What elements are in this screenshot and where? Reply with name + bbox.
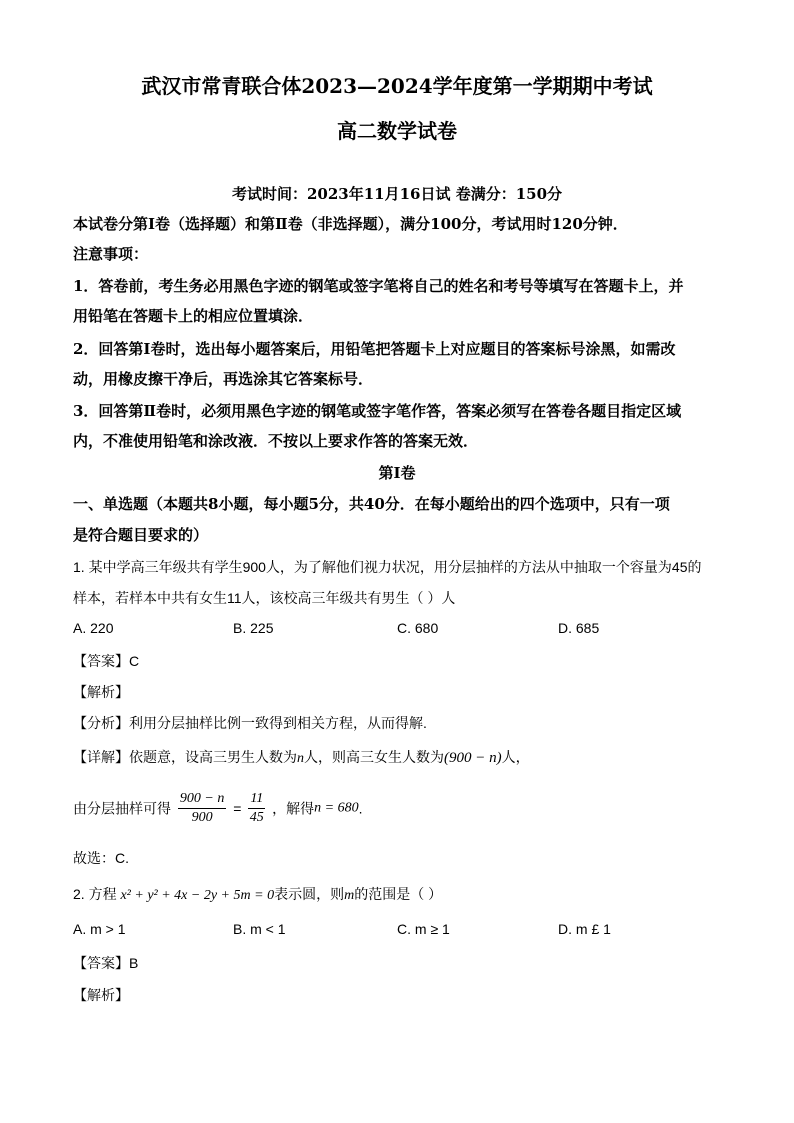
q2-option-b: B. m < 1 (233, 921, 286, 937)
q2-option-c: C. m ≥ 1 (397, 921, 450, 937)
note-3-line-2: 内，不准使用铅笔和涂改液．不按以上要求作答的答案无效． (73, 432, 479, 450)
part-label: 第Ⅰ卷 (378, 464, 416, 482)
q1-analysis: 【分析】利用分层抽样比例一致得到相关方程，从而得解. (73, 715, 427, 731)
q1-choose: 故选：C. (73, 850, 129, 866)
q1-answer: 【答案】C (73, 653, 140, 669)
q1-fraction-2-num: 11 (248, 790, 265, 809)
q2-stem-text-a: 2. 方程 (73, 886, 117, 902)
q2-var: m (344, 888, 355, 903)
exam-intro: 本试卷分第Ⅰ卷（选择题）和第Ⅱ卷（非选择题），满分100分，考试用时120分钟． (73, 215, 628, 233)
q2-analysis-label: 【解析】 (73, 987, 129, 1003)
q1-fraction-1-den: 900 (191, 810, 213, 825)
q1-fraction-2 (248, 790, 265, 827)
q1-calc-result: n = 680 (314, 800, 359, 816)
q2-answer: 【答案】B (73, 955, 139, 971)
section-heading-line-1: 一、单选题（本题共8小题，每小题5分，共40分．在每小题给出的四个选项中，只有一项 (73, 495, 670, 513)
q1-fraction-2-den: 45 (249, 810, 264, 825)
q1-detail (73, 747, 530, 767)
page-subtitle: 高二数学试卷 (337, 119, 457, 143)
q1-detail-var: n (297, 751, 304, 766)
q1-calc-text-a: 由分层抽样可得 (73, 800, 171, 817)
q1-option-a: A. 220 (73, 620, 114, 636)
q2-option-a: A. m > 1 (73, 921, 126, 937)
note-2-line-2: 动，用橡皮擦干净后，再选涂其它答案标号． (73, 370, 374, 388)
q2-equation: x² + y² + 4x − 2y + 5m = 0 (120, 888, 275, 903)
q1-option-d: D. 685 (558, 620, 600, 636)
q1-option-b: B. 225 (233, 620, 274, 636)
q2-stem-text-b: 表示圆，则 (274, 886, 345, 902)
note-1-line-1: 1．答卷前，考生务必用黑色字迹的钢笔或签字笔将自己的姓名和考号等填写在答题卡上，并 (73, 277, 684, 295)
q2-stem (73, 884, 442, 904)
notes-title: 注意事项： (73, 245, 149, 263)
q1-stem-line-2: 样本，若样本中共有女生11人，该校高三年级共有男生（ ）人 (73, 590, 456, 606)
note-1-line-2: 用铅笔在答题卡上的相应位置填涂． (73, 307, 314, 325)
q2-option-d: D. m £ 1 (558, 921, 611, 937)
note-3-line-1: 3．回答第Ⅱ卷时，必须用黑色字迹的钢笔或签字笔作答，答案必须写在答卷各题目指定区域 (73, 402, 682, 420)
q1-calc (73, 790, 363, 827)
q1-stem-line-1: 1. 某中学高三年级共有学生900人，为了解他们视力状况，用分层抽样的方法从中抽取一个容量为45的 (73, 559, 702, 575)
q1-detail-text-b: 人，则高三女生人数为 (304, 749, 444, 765)
note-2-line-1: 2．回答第Ⅰ卷时，选出每小题答案后，用铅笔把答题卡上对应题目的答案标号涂黑，如需改 (73, 340, 676, 358)
q1-detail-text-a: 【详解】依题意，设高三男生人数为 (73, 749, 297, 765)
q1-detail-expr: (900 − n) (444, 750, 502, 766)
q1-fraction-1 (178, 790, 226, 827)
q2-stem-text-c: 的范围是（ ） (354, 886, 443, 902)
page-title: 武汉市常青联合体2023—2024学年度第一学期期中考试 (141, 74, 653, 98)
q1-detail-text-c: 人， (501, 749, 530, 765)
q1-analysis-label: 【解析】 (73, 684, 129, 700)
q1-equals: = (233, 800, 242, 817)
q1-option-c: C. 680 (397, 620, 439, 636)
q1-calc-text-b: ，解得 (272, 800, 315, 817)
section-heading-line-2: 是符合题目要求的） (73, 526, 209, 544)
q1-fraction-1-num: 900 − n (178, 790, 226, 809)
q1-calc-end: . (358, 800, 363, 817)
exam-time-line: 考试时间：2023年11月16日试 卷满分：150分 (231, 185, 563, 203)
